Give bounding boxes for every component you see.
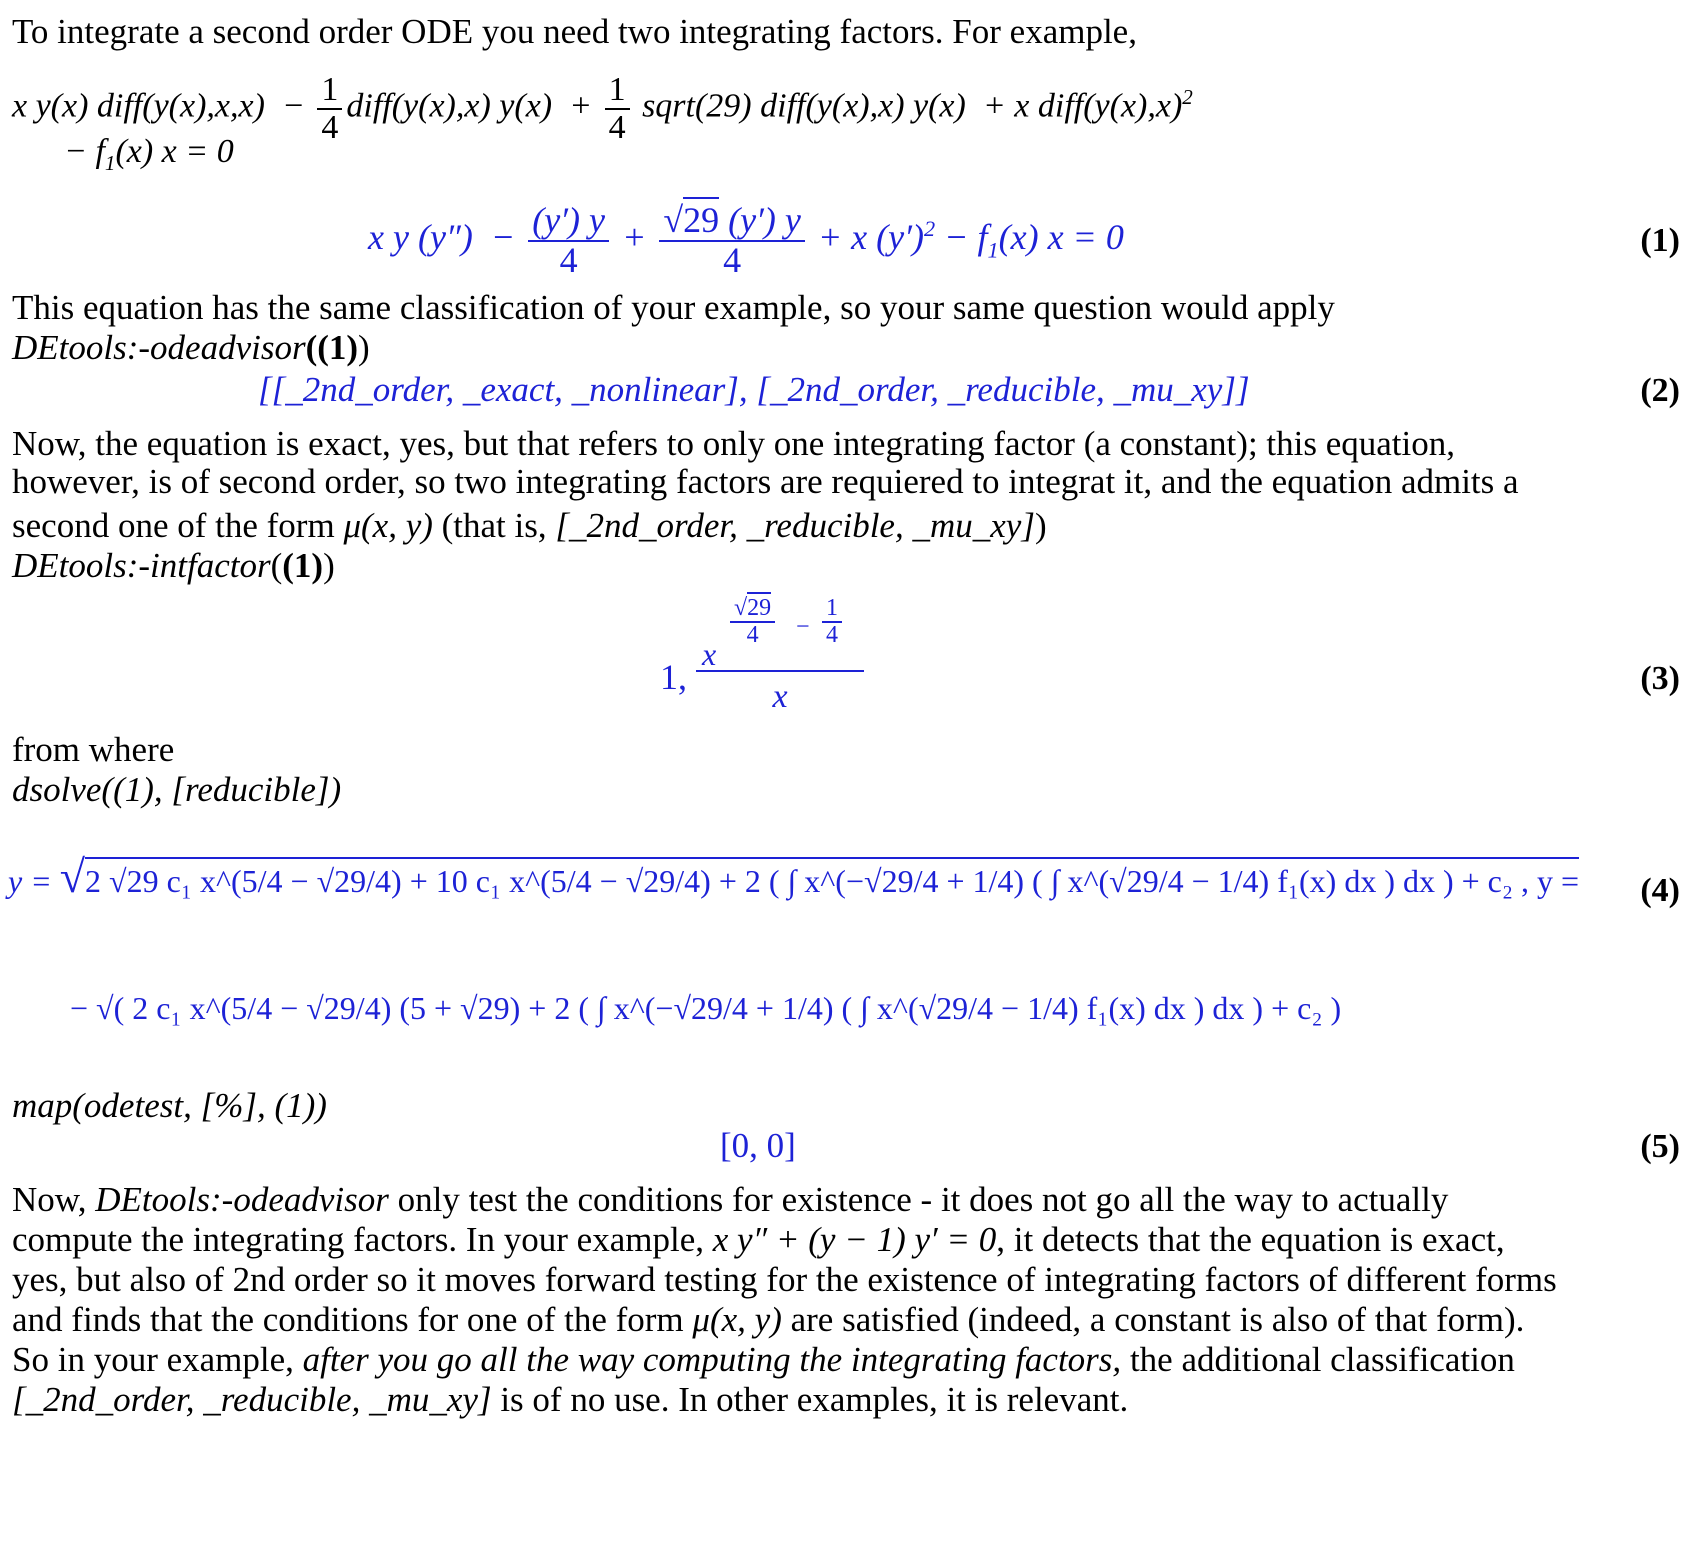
intfactor-command[interactable]: DEtools:-intfactor((1)) — [12, 546, 335, 585]
paragraph-3-line-6: [_2nd_order, _reducible, _mu_xy] is of no use. In other examples, it is relevant. — [12, 1380, 1129, 1419]
equation-label-5: (5) — [1640, 1128, 1680, 1165]
input-ode-part-b: diff(y(x),x) y(x) — [346, 87, 553, 125]
equation-label-1: (1) — [1640, 222, 1680, 259]
eq1-fraction-2: $\frac{√29 (y') y}{4}$ — [659, 202, 805, 280]
input-ode-line2[interactable]: − $f_1(x) x = 0$ — [64, 133, 234, 175]
intro-text: To integrate a second order ODE you need two integrating factors. For example, — [12, 12, 1137, 51]
equation-3: 1, x √29 4 − 1 4 x — [660, 596, 880, 726]
input-ode[interactable]: x y(x) diff(y(x),x,x) − $\frac{1}{4}$ diff(y(x),x) y(x) + $\frac{1}{4}$ sqrt(29) diff(y(x),x) y(x) + x $diff(y(x),x)^2$ — [12, 71, 1193, 146]
input-ode-part-a: x y(x) diff(y(x),x,x) — [12, 87, 265, 125]
equation-1: x y (y″) − $\frac{(y') y}{4}$ + $\frac{√29 (y') y}{4}$ + x $(y')^2 - f_1(x) x = 0$ — [368, 202, 1124, 280]
paragraph-1: This equation has the same classification of your example, so your same question would apply — [12, 288, 1335, 327]
input-ode-part-c: sqrt(29) diff(y(x),x) y(x) — [642, 87, 966, 125]
paragraph-2-line-3: second one of the form μ(x, y) (that is, [_2nd_order, _reducible, _mu_xy]) — [12, 506, 1047, 545]
equation-5: [0, 0] — [720, 1126, 796, 1165]
classification-inline-1: [_2nd_order, _reducible, _mu_xy] — [555, 506, 1035, 545]
paragraph-2-line-1: Now, the equation is exact, yes, but that refers to only one integrating factor (a constant); this equation, — [12, 424, 1455, 463]
equation-label-4: (4) — [1640, 872, 1680, 909]
paragraph-2-line-2: however, is of second order, so two integrating factors are requiered to integrat it, and the equation admits a — [12, 462, 1519, 501]
paragraph-3-line-5: So in your example, after you go all the way computing the integrating factors, the additional classification — [12, 1340, 1515, 1379]
mu-xy-2: μ(x, y) — [692, 1300, 782, 1339]
equation-label-3: (3) — [1640, 660, 1680, 697]
equation-label-2: (2) — [1640, 372, 1680, 409]
from-where-text: from where — [12, 730, 175, 769]
classification-inline-2: [_2nd_order, _reducible, _mu_xy] — [12, 1380, 492, 1419]
paragraph-3-line-4: and finds that the conditions for one of the form μ(x, y) are satisfied (indeed, a constant is also of that form). — [12, 1300, 1525, 1339]
paragraph-3-line-2: compute the integrating factors. In your example, x y″ + (y − 1) y′ = 0, it detects that the equation is exact, — [12, 1220, 1505, 1259]
eq1-fraction-1: $\frac{(y') y}{4}$ — [528, 202, 609, 280]
input-ode-fraction-2: $\frac{1}{4}$ — [605, 72, 630, 145]
input-ode-fraction-1: $\frac{1}{4}$ — [317, 72, 342, 145]
paragraph-3-line-1: Now, DEtools:-odeadvisor only test the conditions for existence - it does not go all the way to actually — [12, 1180, 1449, 1219]
dsolve-command[interactable]: dsolve((1), [reducible]) — [12, 770, 342, 809]
example-ode: x y″ + (y − 1) y′ = 0 — [712, 1220, 997, 1259]
equation-4-line-1: y = √2 √29 c₁ x^(5/4 − √29/4) + 10 c₁ x^(5/4 − √29/4) + 2 ( ∫ x^(−√29/4 + 1/4) ( ∫ x^(√29/4 − 1/4) f₁(x) dx ) dx ) + c₂ , y = — [8, 851, 1580, 902]
equation-2: [[_2nd_order, _exact, _nonlinear], [_2nd_order, _reducible, _mu_xy]] — [258, 370, 1250, 409]
equation-4-line-2: − √( 2 c₁ x^(5/4 − √29/4) (5 + √29) + 2 ( ∫ x^(−√29/4 + 1/4) ( ∫ x^(√29/4 − 1/4) f₁(x) dx ) dx ) + c₂ ) — [70, 990, 1342, 1026]
map-command[interactable]: map(odetest, [%], (1)) — [12, 1086, 327, 1125]
input-ode-part-d: x diff(y(x),x) — [1014, 87, 1183, 125]
paragraph-3-line-3: yes, but also of 2nd order so it moves forward testing for the existence of integrating factors of different forms — [12, 1260, 1557, 1299]
odeadvisor-command[interactable]: DEtools:-odeadvisor((1)) — [12, 328, 370, 367]
mu-xy-1: μ(x, y) — [343, 506, 433, 545]
